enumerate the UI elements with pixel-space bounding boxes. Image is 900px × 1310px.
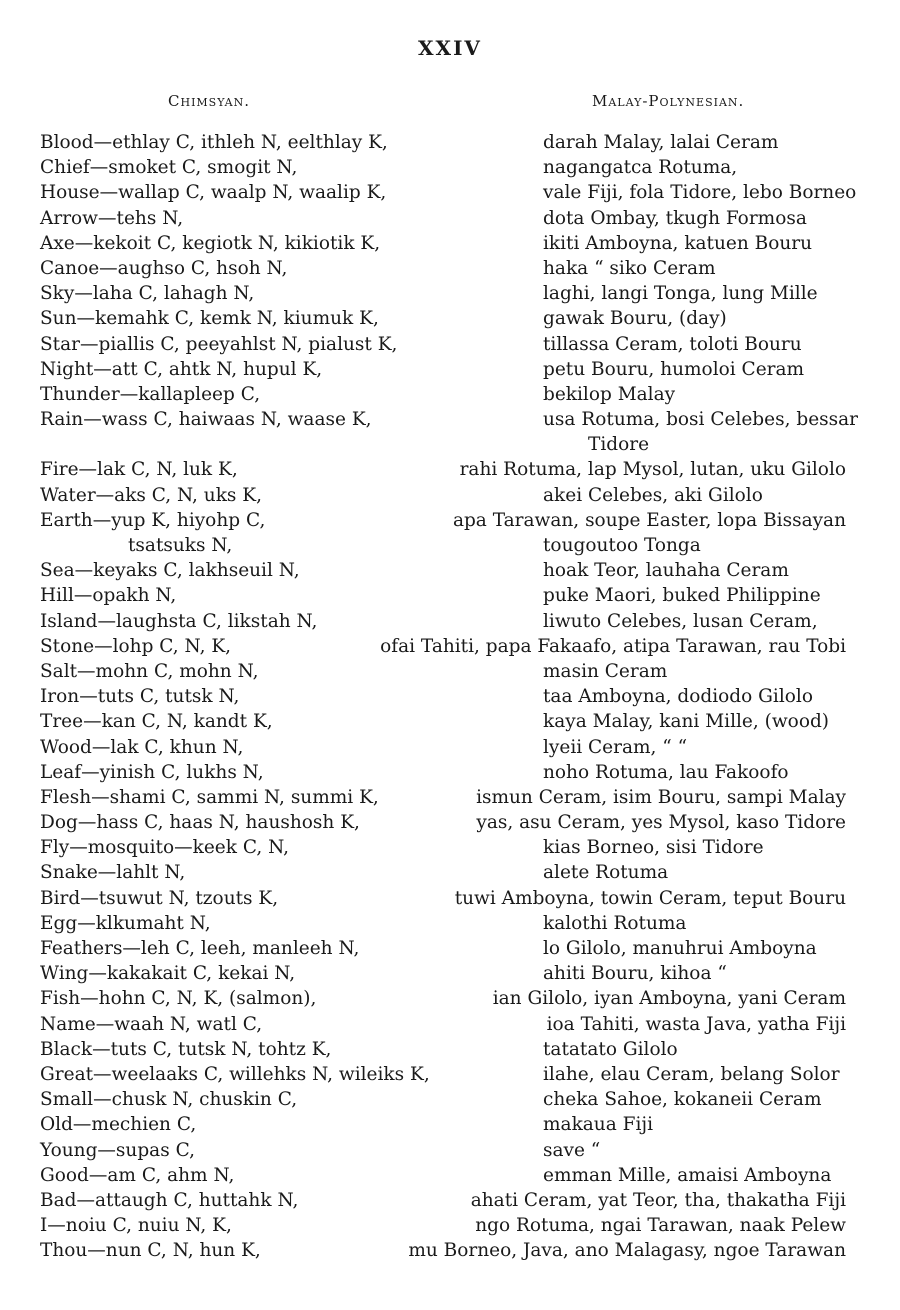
vocabulary-row [0, 1238, 900, 1263]
chimsyan-entry: Star—piallis C, peeyahlst N, pialust K, [40, 333, 398, 355]
vocabulary-row [0, 281, 900, 306]
page-number: XXIV [418, 36, 482, 60]
malay-polynesian-entry: ngo Rotuma, ngai Tarawan, naak Pelew [475, 1215, 846, 1237]
vocabulary-row [0, 533, 900, 558]
chimsyan-entry: Flesh—shami C, sammi N, summi K, [40, 786, 379, 808]
chimsyan-entry: Rain—wass C, haiwaas N, waase K, [40, 409, 372, 431]
vocabulary-row [0, 785, 900, 810]
vocabulary-row [0, 256, 900, 281]
malay-polynesian-entry: bekilop Malay [543, 383, 676, 405]
chimsyan-entry: Bird—tsuwut N, tzouts K, [40, 887, 279, 909]
vocabulary-row [0, 936, 900, 961]
vocabulary-row [0, 886, 900, 911]
chimsyan-entry: Hill—opakh N, [40, 585, 177, 607]
malay-polynesian-entry: petu Bouru, humoloi Ceram [543, 358, 805, 380]
malay-polynesian-entry: apa Tarawan, soupe Easter, lopa Bissayan [452, 509, 846, 531]
chimsyan-entry: Wood—lak C, khun N, [40, 736, 244, 758]
vocabulary-row [0, 407, 900, 432]
malay-polynesian-entry: puke Maori, buked Philippine [543, 585, 821, 607]
chimsyan-entry: Arrow—tehs N, [40, 207, 184, 229]
malay-polynesian-entry: rahi Rotuma, lap Mysol, lutan, uku Gilolo [459, 459, 846, 481]
vocabulary-row [0, 1012, 900, 1037]
malay-polynesian-entry: makaua Fiji [543, 1114, 654, 1136]
chimsyan-entry: Axe—kekoit C, kegiotk N, kikiotik K, [40, 232, 381, 254]
chimsyan-entry: Iron—tuts C, tutsk N, [40, 686, 240, 708]
malay-polynesian-entry: ismun Ceram, isim Bouru, sampi Malay [476, 786, 846, 808]
chimsyan-entry: Thou—nun C, N, hun K, [40, 1240, 261, 1262]
vocabulary-row [0, 155, 900, 180]
malay-polynesian-entry: alete Rotuma [543, 862, 669, 884]
malay-polynesian-entry: emman Mille, amaisi Amboyna [543, 1164, 832, 1186]
malay-polynesian-entry: tuwi Amboyna, towin Ceram, teput Bouru [454, 887, 846, 909]
vocabulary-row [0, 1163, 900, 1188]
malay-polynesian-entry: yas, asu Ceram, yes Mysol, kaso Tidore [476, 812, 846, 834]
chimsyan-entry: Leaf—yinish C, lukhs N, [40, 761, 264, 783]
chimsyan-entry: Earth—yup K, hiyohp C, [40, 509, 266, 531]
malay-polynesian-entry: laghi, langi Tonga, lung Mille [543, 283, 818, 305]
vocabulary-row [0, 483, 900, 508]
malay-polynesian-entry: ian Gilolo, iyan Amboyna, yani Ceram [492, 988, 846, 1010]
chimsyan-entry: Thunder—kallapleep C, [40, 383, 261, 405]
vocabulary-row [0, 1037, 900, 1062]
vocabulary-row [0, 860, 900, 885]
chimsyan-entry: Tree—kan C, N, kandt K, [40, 711, 273, 733]
chimsyan-entry: Sea—keyaks C, lakhseuil N, [40, 560, 300, 582]
chimsyan-entry: Dog—hass C, haas N, haushosh K, [40, 812, 360, 834]
vocabulary-row [0, 306, 900, 331]
vocabulary-row [0, 1188, 900, 1213]
malay-polynesian-entry: lyeii Ceram, “ “ [543, 736, 688, 758]
vocabulary-row [0, 583, 900, 608]
vocabulary-list [0, 130, 900, 1263]
vocabulary-row [0, 961, 900, 986]
chimsyan-entry: Feathers—leh C, leeh, manleeh N, [40, 938, 360, 959]
vocabulary-row [0, 911, 900, 936]
vocabulary-row [0, 457, 900, 482]
chimsyan-entry: tsatsuks N, [128, 535, 233, 556]
vocabulary-row [0, 1062, 900, 1087]
malay-polynesian-entry: liwuto Celebes, lusan Ceram, [543, 610, 818, 632]
vocabulary-row [0, 357, 900, 382]
malay-polynesian-entry: akei Celebes, aki Gilolo [543, 484, 763, 506]
chimsyan-entry: Good—am C, ahm N, [40, 1164, 235, 1186]
chimsyan-entry: Wing—kakakait C, kekai N, [40, 963, 296, 985]
vocabulary-row [0, 684, 900, 709]
malay-polynesian-entry: tougoutoo Tonga [543, 535, 701, 556]
malay-polynesian-entry: Tidore [588, 434, 650, 456]
chimsyan-entry: Night—att C, ahtk N, hupul K, [40, 358, 323, 380]
malay-polynesian-entry: vale Fiji, fola Tidore, lebo Borneo [543, 182, 857, 204]
vocabulary-row [0, 332, 900, 357]
chimsyan-entry: Young—supas C, [40, 1139, 195, 1161]
malay-polynesian-entry: darah Malay, lalai Ceram [543, 132, 779, 153]
chimsyan-entry: Black—tuts C, tutsk N, tohtz K, [40, 1038, 332, 1060]
malay-polynesian-entry: gawak Bouru, (day) [543, 308, 727, 330]
malay-polynesian-entry: dota Ombay, tkugh Formosa [543, 207, 807, 229]
chimsyan-entry: I—noiu C, nuiu N, K, [40, 1215, 232, 1237]
malay-polynesian-entry: ioa Tahiti, wasta Java, yatha Fiji [546, 1013, 846, 1035]
vocabulary-row [0, 760, 900, 785]
vocabulary-row [0, 609, 900, 634]
chimsyan-entry: Salt—mohn C, mohn N, [40, 660, 259, 682]
vocabulary-row [0, 659, 900, 684]
vocabulary-row [0, 810, 900, 835]
malay-polynesian-entry: tatatato Gilolo [543, 1038, 678, 1060]
malay-polynesian-entry: usa Rotuma, bosi Celebes, bessar [543, 409, 859, 431]
malay-polynesian-entry: haka “ siko Ceram [543, 257, 716, 279]
malay-polynesian-entry: nagangatca Rotuma, [543, 157, 738, 179]
chimsyan-entry: Bad—attaugh C, huttahk N, [40, 1189, 299, 1211]
vocabulary-row [0, 709, 900, 734]
malay-polynesian-entry: save “ [543, 1139, 601, 1161]
column-heading-chimsyan: Chimsyan. [168, 92, 250, 110]
vocabulary-row [0, 634, 900, 659]
malay-polynesian-entry: lo Gilolo, manuhrui Amboyna [543, 938, 817, 959]
malay-polynesian-entry: kias Borneo, sisi Tidore [543, 837, 764, 859]
chimsyan-entry: Water—aks C, N, uks K, [40, 484, 262, 506]
chimsyan-entry: Sky—laha C, lahagh N, [40, 283, 255, 305]
vocabulary-row [0, 432, 900, 457]
chimsyan-entry: Blood—ethlay C, ithleh N, eelthlay K, [40, 132, 388, 153]
malay-polynesian-entry: ilahe, elau Ceram, belang Solor [543, 1063, 840, 1085]
malay-polynesian-entry: ikiti Amboyna, katuen Bouru [543, 232, 813, 254]
malay-polynesian-entry: mu Borneo, Java, ano Malagasy, ngoe Tarawan [408, 1240, 846, 1262]
chimsyan-entry: Fire—lak C, N, luk K, [40, 459, 238, 481]
vocabulary-row [0, 1087, 900, 1112]
malay-polynesian-entry: ahati Ceram, yat Teor, tha, thakatha Fiji [470, 1189, 846, 1211]
vocabulary-row [0, 1112, 900, 1137]
malay-polynesian-entry: kaya Malay, kani Mille, (wood) [543, 711, 830, 733]
chimsyan-entry: Old—mechien C, [40, 1114, 197, 1136]
vocabulary-row [0, 558, 900, 583]
chimsyan-entry: Small—chusk N, chuskin C, [40, 1089, 298, 1111]
chimsyan-entry: Stone—lohp C, N, K, [40, 635, 232, 657]
chimsyan-entry: Canoe—aughso C, hsoh N, [40, 257, 288, 279]
vocabulary-row [0, 835, 900, 860]
vocabulary-row [0, 1213, 900, 1238]
chimsyan-entry: Chief—smoket C, smogit N, [40, 157, 298, 179]
vocabulary-row [0, 180, 900, 205]
vocabulary-row [0, 382, 900, 407]
malay-polynesian-entry: kalothi Rotuma [543, 912, 687, 934]
chimsyan-entry: House—wallap C, waalp N, waalip K, [40, 182, 387, 204]
vocabulary-row [0, 986, 900, 1011]
malay-polynesian-entry: noho Rotuma, lau Fakoofo [543, 761, 789, 783]
chimsyan-entry: Name—waah N, watl C, [40, 1013, 263, 1035]
vocabulary-row [0, 206, 900, 231]
malay-polynesian-entry: ahiti Bouru, kihoa “ [543, 963, 727, 985]
malay-polynesian-entry: taa Amboyna, dodiodo Gilolo [543, 686, 813, 708]
chimsyan-entry: Egg—klkumaht N, [40, 912, 211, 934]
malay-polynesian-entry: hoak Teor, lauhaha Ceram [543, 560, 789, 582]
chimsyan-entry: Fish—hohn C, N, K, (salmon), [40, 988, 317, 1010]
malay-polynesian-entry: tillassa Ceram, toloti Bouru [543, 333, 802, 355]
chimsyan-entry: Sun—kemahk C, kemk N, kiumuk K, [40, 308, 379, 330]
malay-polynesian-entry: cheka Sahoe, kokaneii Ceram [543, 1089, 822, 1111]
vocabulary-row [0, 508, 900, 533]
vocabulary-row [0, 231, 900, 256]
malay-polynesian-entry: masin Ceram [543, 660, 668, 682]
vocabulary-row [0, 130, 900, 155]
vocabulary-row [0, 735, 900, 760]
malay-polynesian-entry: ofai Tahiti, papa Fakaafo, atipa Tarawan, rau Tobi [380, 635, 846, 657]
chimsyan-entry: Snake—lahlt N, [40, 862, 186, 884]
column-heading-malay-polynesian: Malay-Polynesian. [592, 92, 745, 110]
chimsyan-entry: Island—laughsta C, likstah N, [40, 610, 318, 632]
chimsyan-entry: Fly—mosquito—keek C, N, [40, 837, 289, 859]
chimsyan-entry: Great—weelaaks C, willehks N, wileiks K, [40, 1063, 430, 1085]
vocabulary-row [0, 1138, 900, 1163]
